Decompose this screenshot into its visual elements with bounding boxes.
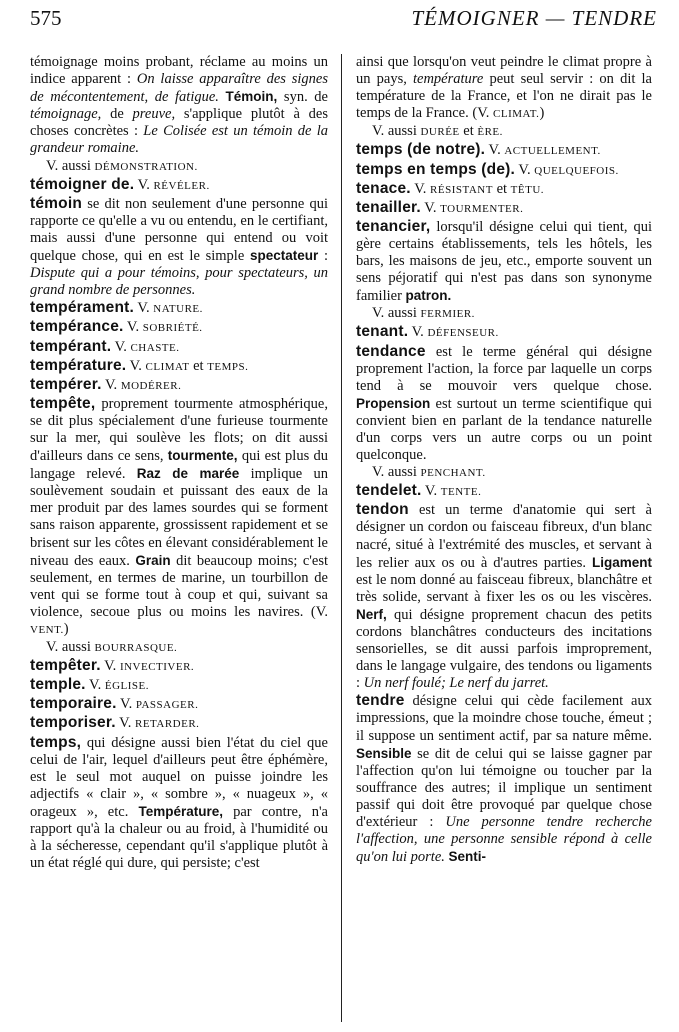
see-also: V. aussi DURÉE et ÈRE. [372,123,503,140]
entry-temoin: témoin se dit non seulement d'une personne qui rapporte ce qu'elle a vu ou entendu, en le certifiant, mais aussi d'une personne qui entend ou voit quelque chose, qui en est le simple spectateur : Dispute qui a pour témoins, pour spectateurs, un grand nombre de personnes. [30,194,328,299]
page-number: 575 [30,6,62,30]
entry-temporaire: temporaire. V. PASSAGER. [30,695,199,713]
entry-tenant: tenant. V. DÉFENSEUR. [356,323,499,341]
entry-tempeter: tempêter. V. INVECTIVER. [30,657,195,675]
entry-tendre: tendre désigne celui qui cède facilement aux impressions, que la moindre chose touche, émeut ; il suppose un sentiment actif, par sa nature même. Sensible se dit de celui qui se laisse gagner par l'affection qu'on lui témoigne ou toucher par la souffrance des autres; il implique un sentiment passif qui doit être provoqué par quelque chose d'extérieur : Une personne tendre recherche l'affection, une personne sensible répond à celle qu'on lui porte. Senti- [356,692,652,866]
entry-tendelet: tendelet. V. TENTE. [356,482,482,500]
entry-temperance: tempérance. V. SOBRIÉTÉ. [30,318,203,336]
see-also: V. aussi BOURRASQUE. [46,639,178,656]
see-also: V. aussi PENCHANT. [372,464,486,481]
running-head: TÉMOIGNER — TENDRE [411,6,657,30]
entry-temperament: tempérament. V. NATURE. [30,299,203,317]
entry-temps-de-notre: temps (de notre). V. ACTUELLEMENT. [356,141,601,159]
entry-temps: temps, qui désigne aussi bien l'état du ciel que celui de l'air, lequel d'ailleurs peut être éphémère, est le seul mot auquel on puisse joindre les adjectifs « clair », « sombre », « nuageux », « orageux », etc. Température, par contre, n'a rapport qu'à la chaleur ou au froid, à l'humidité ou à la sécheresse, cependant qu'il s'applique plutôt à un état réglé qui dure, qui persiste; c'est [30,733,328,872]
entry-temperature: température. V. CLIMAT et TEMPS. [30,356,249,374]
entry-tendon: tendon est un terme d'anatomie qui sert à désigner un cordon ou faisceau fibreux, d'un blanc nacré, situé à l'extrémité des muscles, et servant à les relier aux os ou à d'autres parties. Ligament est le nom donné au faisceau fibreux, blanchâtre et très solide, servant à fixer les os ou les viscères. Nerf, qui désigne proprement chacun des petits cordons blanchâtres conducteurs des incitations sensorielles, se dit aussi parfois improprement, dans le langage vulgaire, des tendons ou ligaments : Un nerf foulé; Le nerf du jarret. [356,501,652,692]
left-column [30,54,328,872]
entry-temperant: tempérant. V. CHASTE. [30,337,180,355]
entry-temple: temple. V. ÉGLISE. [30,676,150,694]
entry-tenace: tenace. V. RÉSISTANT et TÊTU. [356,179,545,197]
entry-tendance: tendance est le terme général qui désigne proprement l'action, la force par laquelle un corps tend à se mouvoir vers quelque chose. Propension est surtout un terme scientifique qui convient bien en parlant de la tendance naturelle d'un corps vers un autre corps ou un point quelconque. [356,342,652,464]
entry-continuation: témoignage moins probant, réclame au moins un indice apparent : On laisse apparaître des signes de mécontentement, de fatigue. Témoin, syn. de témoignage, de preuve, s'applique plutôt à des choses concrètes : Le Colisée est un témoin de la grandeur romaine. [30,54,328,157]
page-header [22,6,657,36]
entry-temoigner-de: témoigner de. V. RÉVÉLER. [30,175,210,193]
right-column [356,54,652,866]
entry-temps-en-temps: temps en temps (de). V. QUELQUEFOIS. [356,160,619,178]
column-divider [341,54,342,1022]
see-also: V. aussi DÉMONSTRATION. [46,157,198,174]
see-also: V. aussi FERMIER. [372,305,475,322]
entry-tenancier: tenancier, lorsqu'il désigne celui qui tient, qui gère certains établissements, tels les hôtels, les bars, les maisons de jeu, etc., emporte souvent un sens péjoratif qui n'est pas dans son synonyme familier patron. [356,217,652,305]
entry-tenailler: tenailler. V. TOURMENTER. [356,198,524,216]
entry-tempete: tempête, proprement tourmente atmosphérique, se dit plus spécialement d'une furieuse tourmente sur la mer, qui soulève les flots; on dit aussi d'ailleurs dans ce sens, tourmente, qui est plus du langage relevé. Raz de marée implique un soulèvement soudain et puissant des eaux de la mer produit par des lames sourdes qui se forment sans raison apparente, grossissent rapidement et se brisent sur les côtes en élevant considérablement le niveau des eaux. Grain dit beaucoup moins; c'est seulement, en termes de marine, un tourbillon de vent qui se forme tout à coup et qui, suivant sa violence, secoue plus ou moins les navires. (V. VENT.) [30,394,329,637]
entry-temperer: tempérer. V. MODÉRER. [30,375,182,393]
entry-temporiser: temporiser. V. RETARDER. [30,714,200,732]
entry-continuation: ainsi que lorsqu'on veut peindre le climat propre à un pays, température peut seul servir : on dit la température de la France, et l'on ne dirait pas le temps de la France. (V. CLIMAT.) [356,54,652,122]
